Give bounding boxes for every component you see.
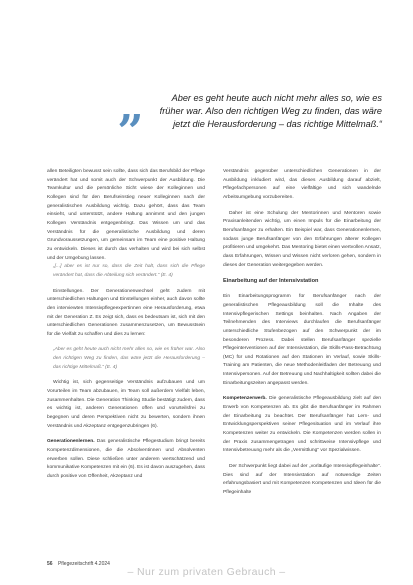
page-number: 56: [47, 561, 53, 567]
paragraph-lead: Generationenlernen.: [47, 439, 95, 445]
right-paragraph-1: Verständnis gegenüber unterschiedlichen Generationen in der Ausbildung inkludiert wird, das dieses Ausbildung darauf abzielt, Pflegefachpersonen auf eine vielfältige und sich wandelnde Arbeitsumgebung vorzubereiten.: [223, 169, 381, 200]
left-paragraph-4: [47, 438, 205, 481]
pull-quote: Aber es geht heute auch nicht mehr alles so, wie es früher war. Also den richtigen Weg zu finden, das wäre jetzt die Herausforderung – das richtige Mittelmaß.“: [159, 93, 382, 130]
quote-mark-icon: „: [118, 78, 145, 132]
left-paragraph-2: Einstellungen. Der Generationenwechsel geht zudem mit unterschiedlichen Haltungen und Einstellungen einher, auch davon sollte den interviewten Intensivpflegeexpertinnen eine Herausforderung, etwa mit der Generation Z. Es zeigt sich, dass es bedeutsam ist, sich mit den unterschiedlichen Generationen zusammenzusetzen, um Bewusstsein für die Vielfalt zu schaffen und dies zu lernen:: [47, 288, 205, 337]
interview-quote-2: „Aber es geht heute auch nicht mehr alles so, wie es früher war. Also den richtigen Weg zu finden, das wäre jetzt die Herausforderung – das richtige Mittelmaß.“ (E. 4): [53, 347, 205, 370]
right-paragraph-4: [223, 395, 381, 456]
paragraph-body: Die generalistische Pflegeausbildung zielt auf den Erwerb von Kompetenzen ab. Es gibt die Berufsanfänger im Rahmen der Einarbeitung zu beachtet. Der Berufsanfänger hat Lern- und Entwicklungsperspektiven seiner Pflegesituation und im Verlauf ihre Kompetenzen weiter zu entwickeln. Die Kompetenzen werden sollen in der Praxis zusammengetragen und schrittweise Intensivpflege und Intensivbetreuung mehr als die „Vermittlung“ vor Spezialwissen.: [223, 396, 381, 454]
paragraph-body: Das generalistische Pflegestudium bringt bereits Kompetenzdimensionen, die die Absolventinnen und Absolventen erwerben sollen. Diese schließen unter anderem wertschätzend und kommunikative Kompetenzen mit ein (6). Es ist davon auszugehen, dass durch positive von Offenheit, Akzeptanz und: [47, 439, 205, 479]
paragraph-lead: Kompetenzerwerb.: [223, 396, 267, 402]
interview-quote-1: „[...] aber es ist nur so, dass die Zeit halt, dass sich die Pflege verändert hat, dass die Abteilung sich verändert.“ (E. 4): [53, 264, 205, 278]
section-heading: Einarbeitung auf der Intensivstation: [223, 278, 319, 285]
right-paragraph-5: Der Schwerpunkt liegt dabei auf der „vorläufige Intensivpflegeinhalte“. Dies sind auf der Intensivstation auf notwendige Zeiten erfahrungsbasiert und mit Kompetenzen Kompetenzen und Ideen für die Pflegeinhalte: [223, 464, 381, 495]
watermark: – Nur zum privaten Gebrauch –: [127, 566, 286, 578]
journal-name: Pflegezeitschrift 4.2024: [57, 561, 110, 567]
left-column: [47, 168, 205, 482]
right-paragraph-3: Ein Einarbeitungsprogramm für Berufsanfänger nach der generalistischen Pflegeausbildung soll die Inhalte des Intensivpflegerischen Settings beinhalten. Nach Angaben der Teilnehmenden des Interviews durchlaufen die Berufsanfänger unterschiedliche Stufenbezogen auf den Schwerpunkt der im besonderen Prozess. Dabei stellen Berufsanfänger spezielle Pflegeinterventionen auf der Intensivstation, die Skills-Pass-Betrachtung (MC) für und Rotationen auf den Stationen im Verlauf, sowie Skills-Training am Patienten, die neue Methodenleitfaden der Betreuung und Intensivpersonen. Auf der Betreuung und Nachhaltigkeit sollten dabei die Einarbeitungszeiten angepasst werden.: [223, 294, 381, 386]
left-paragraph-1: allen Beteiligten bewusst sein sollte, dass sich das Berufsbild der Pflege verändert hat und somit auch der Schwerpunkt der Ausbildung. Die Teamkultur und die persönliche Sicht wiese der Kolleginnen und Kollegen sind für den Berufseinstieg neuer Kolleginnen nach der generalistischen Ausbildung wichtig. Dazu gehört, dass das Team einsieht, und unterstützt, andere Haltung annimmt und den jungen Kollegen Verständnis entgegenbringt. Das Wissen um und das Verständnis für die generalistische Ausbildung und deren Grundvoraussetzungen, um gemeinsam im Team eine positive Haltung zu entwickeln. Dieses ist durch das verhalten und wird bei sich selbst und der Umgebung lassen.: [47, 169, 205, 261]
left-paragraph-3: Wichtig ist, sich gegenseitige Verständnis aufzubauen und um Vorurteilen im Team abzubauen, im Team soll außerdem Vielfalt leben, zusammenhalten. Die Generation Thinking Studie bestätigt zudem, dass es wichtig ist, anderen Generationen offen und vorurteilsfrei zu begegnen und deren Perspektiven nicht zu bewerten, sondern ihnen Verständnis und Akzeptanz entgegenzubringen (6).: [47, 380, 205, 429]
right-column: [223, 168, 381, 498]
right-paragraph-2: Daher ist eine Schulung der Mentorinnen und Mentoren sowie Praxisanleitenden wichtig, um einen Impuls für die Einarbeitung der Berufsanfänger zu erhalten. Ein Beispiel war, dass Generationenlernen, sodass junge Berufsanfänger von den Erfahrungen älterer Kollegen profitieren und umgekehrt. Das Mentoring bietet einen wertvollen Ansatz, dass Erfahrungen, Wissen und Wissen nicht verloren gehen, sondern in dieses der Generation weitergegeben werden.: [223, 210, 381, 268]
